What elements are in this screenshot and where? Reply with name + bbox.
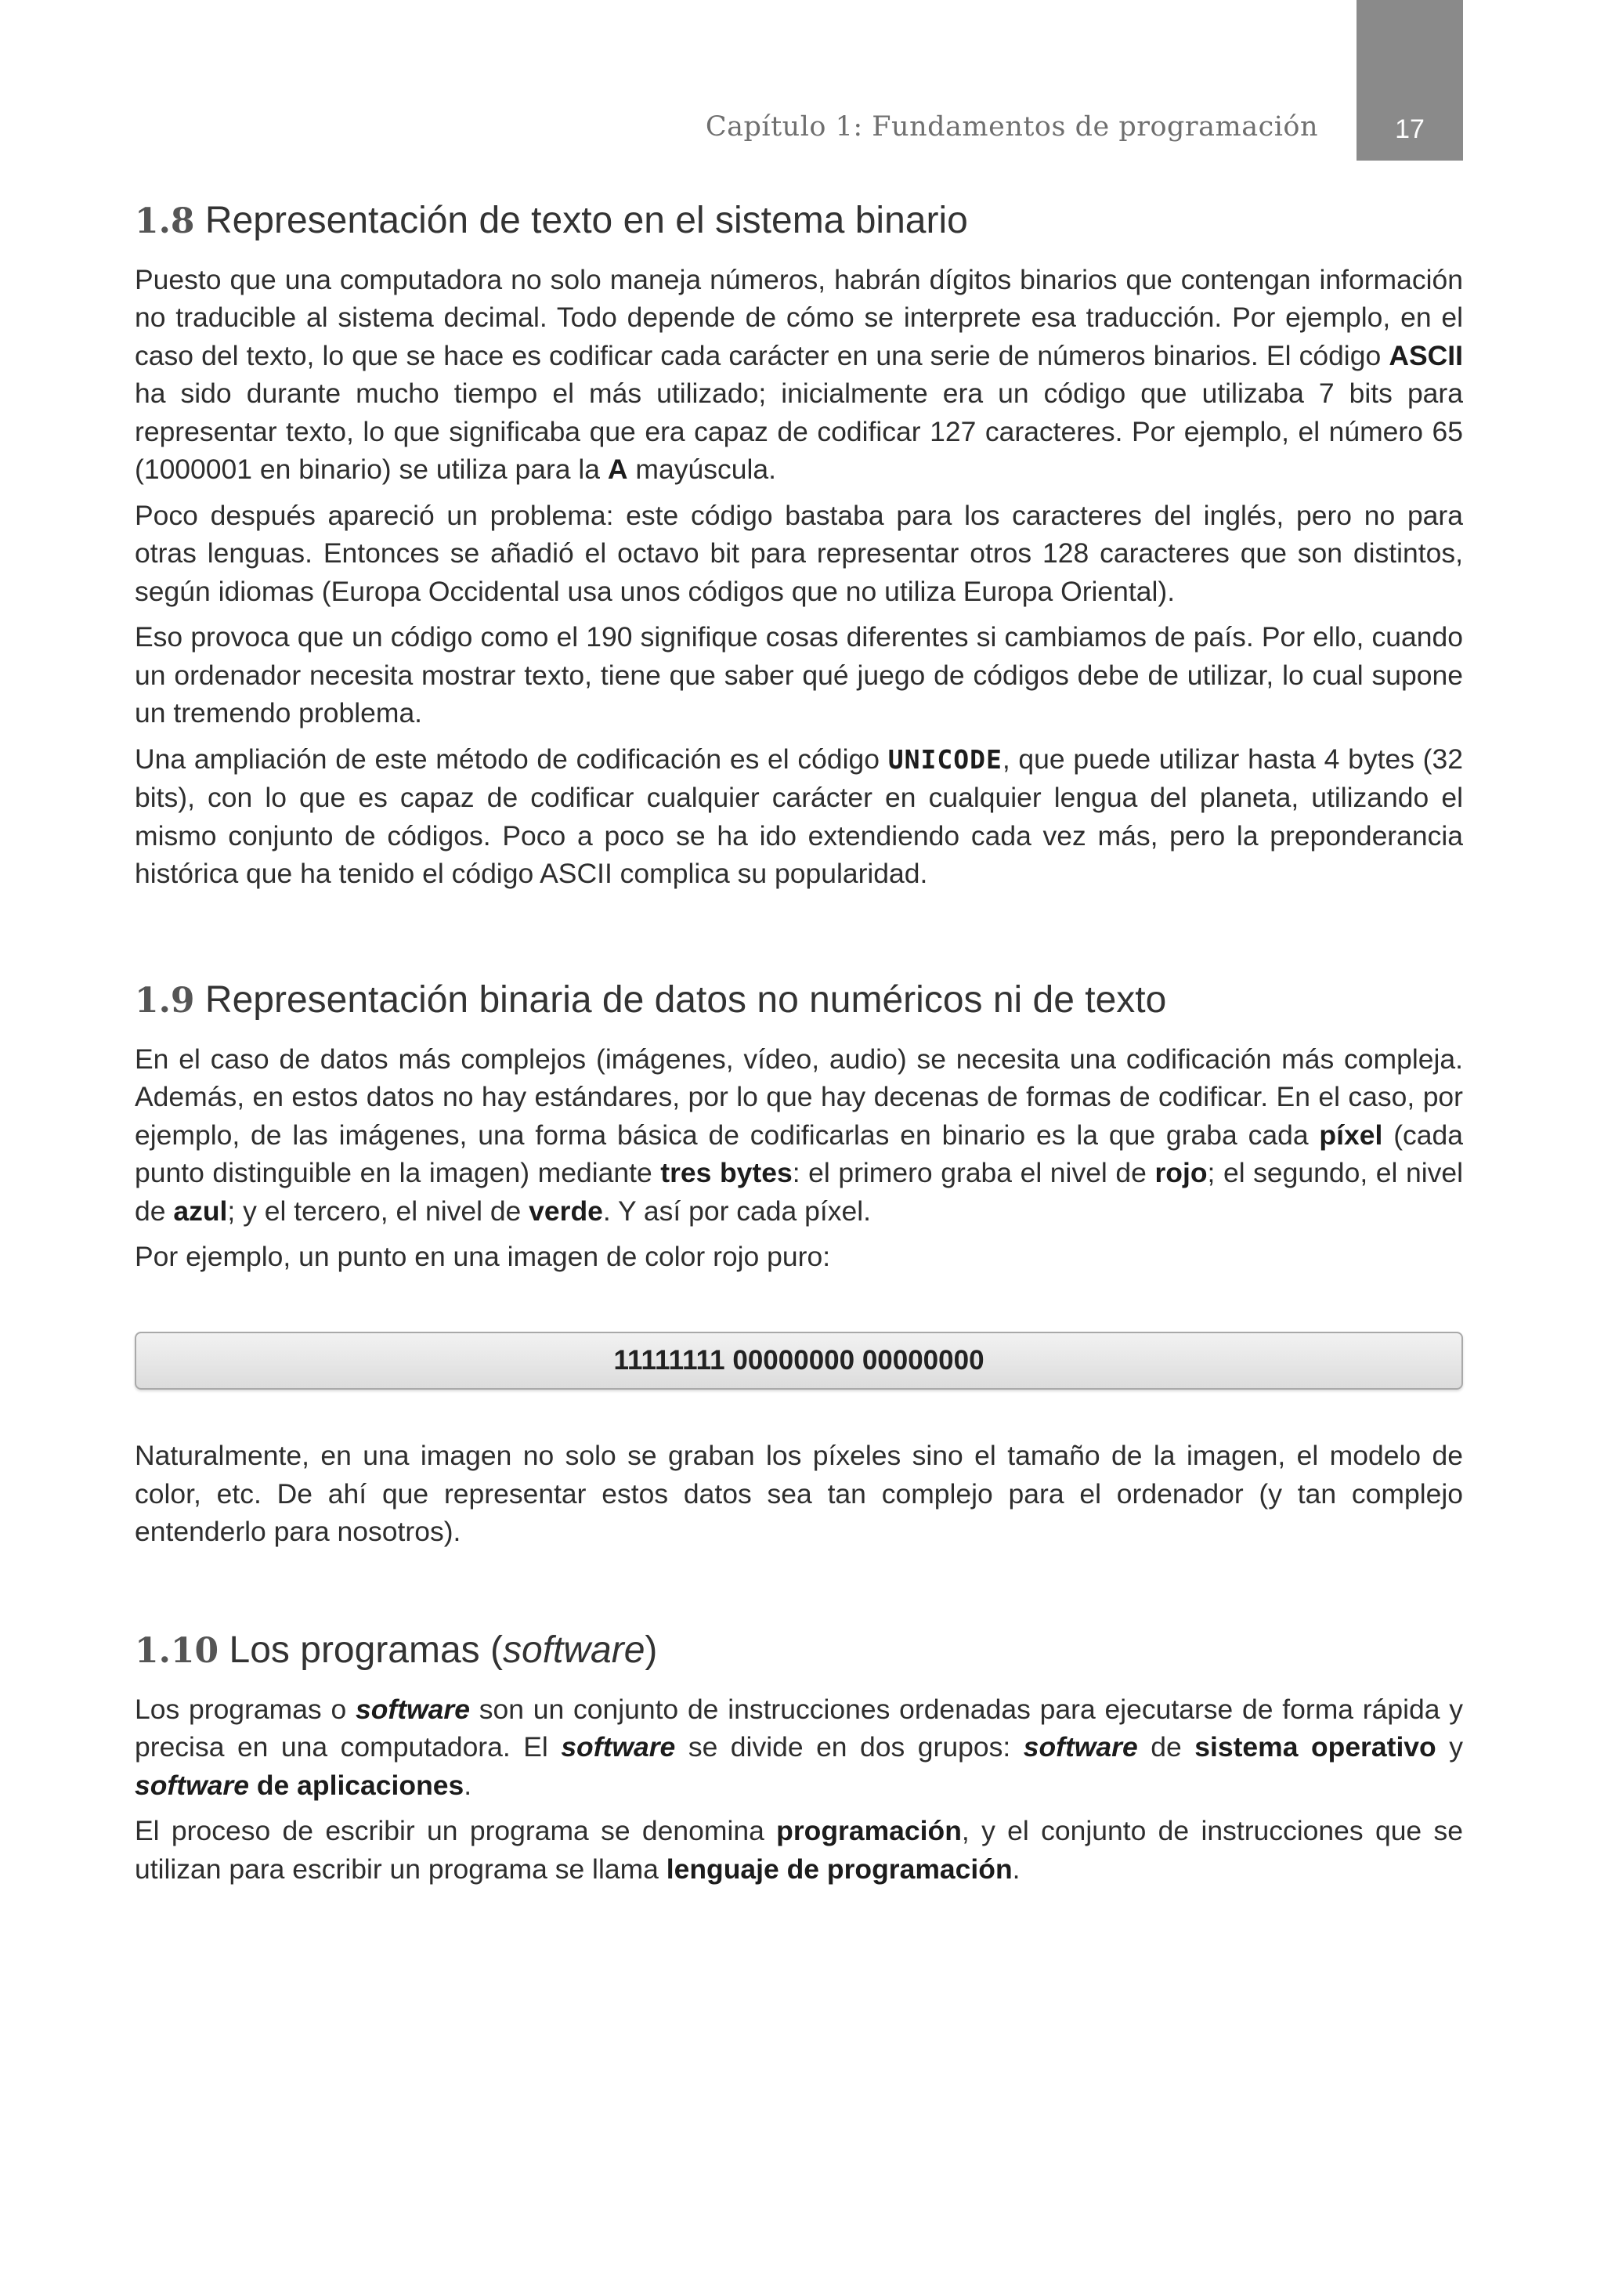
section-1-8	[135, 198, 1463, 901]
section-title-italic: software	[503, 1629, 645, 1671]
page-number: 17	[1395, 114, 1425, 144]
bold-term: software	[355, 1693, 470, 1725]
text-run: (cada punto distinguible en la imagen) mediante	[135, 1119, 1463, 1189]
text-run: El proceso de escribir un programa se denomina	[135, 1815, 777, 1847]
text-run: .	[464, 1769, 472, 1801]
text-run: : el primero graba el nivel de	[792, 1157, 1155, 1189]
section-1-9	[135, 978, 1463, 1284]
bold-term: sistema operativo	[1194, 1731, 1436, 1763]
text-run: Por ejemplo, un punto en una imagen de color rojo puro:	[135, 1241, 831, 1273]
bold-term: programación	[776, 1815, 962, 1847]
text-run: Una ampliación de este método de codificación es el código	[135, 743, 888, 775]
bold-term: de aplicaciones	[249, 1769, 464, 1801]
section-number: 1.10	[135, 1631, 219, 1671]
section-title: Representación binaria de datos no numéricos ni de texto	[204, 979, 1167, 1021]
text-run: Naturalmente, en una imagen no solo se graban los píxeles sino el tamaño de la imagen, el modelo de color, etc. De ahí que representar estos datos sea tan complejo para el ordenador (y tan complejo entenderlo para nosotros).	[135, 1440, 1463, 1547]
paragraph	[135, 740, 1463, 893]
section-number: 1.9	[135, 981, 195, 1021]
text-run: se divide en dos grupos:	[675, 1731, 1024, 1763]
section-heading	[135, 978, 1463, 1023]
text-run: Puesto que una computadora no solo maneja números, habrán dígitos binarios que contengan información no traducible al sistema decimal. Todo depende de cómo se interprete esa traducción. Por ejemplo, en el caso del texto, lo que se hace es codificar cada carácter en una serie de números binarios. El código	[135, 263, 1463, 371]
text-run: mayúscula.	[627, 454, 776, 486]
text-run: ; el segundo, el nivel de	[135, 1157, 1463, 1227]
text-run: ; y el tercero, el nivel de	[227, 1195, 529, 1227]
text-run: de	[1137, 1731, 1195, 1763]
section-title-suffix: )	[645, 1629, 658, 1671]
bold-term: lenguaje de programación	[666, 1853, 1013, 1885]
section-heading	[135, 198, 1463, 244]
text-run: En el caso de datos más complejos (imágenes, vídeo, audio) se necesita una codificación más compleja. Además, en estos datos no hay estándares, por lo que hay decenas de formas de codificar. En el caso, por ejemplo, de las imágenes, una forma básica de codificarlas en binario es la que graba cada	[135, 1043, 1463, 1151]
paragraph	[135, 618, 1463, 732]
paragraph	[135, 1040, 1463, 1231]
section-title-prefix: Los programas (	[229, 1629, 503, 1671]
bold-term: tres bytes	[660, 1157, 793, 1189]
paragraph	[135, 261, 1463, 489]
section-1-10	[135, 1628, 1463, 1896]
text-run: , y el conjunto de instrucciones que se utilizan para escribir un programa se llama	[135, 1815, 1463, 1885]
paragraph	[135, 1812, 1463, 1888]
text-run: son un conjunto de instrucciones ordenadas para ejecutarse de forma rápida y precisa en una computadora. El	[135, 1693, 1463, 1763]
bold-term: verde	[529, 1195, 603, 1227]
text-run: ha sido durante mucho tiempo el más utilizado; inicialmente era un código que utilizaba 7 bits para representar texto, lo que significaba que era capaz de codificar 127 caracteres. Por ejemplo, el número 65 (1000001 en binario) se utiliza para la	[135, 378, 1463, 486]
bold-term: A	[607, 454, 628, 486]
bold-term: ASCII	[1389, 339, 1463, 371]
running-header: Capítulo 1: Fundamentos de programación	[705, 111, 1318, 143]
text-run: .	[1012, 1853, 1021, 1885]
text-run: Eso provoca que un código como el 190 signifique cosas diferentes si cambiamos de país. Por ello, cuando un ordenador necesita mostrar texto, tiene que saber qué juego de códigos debe de utilizar, lo cual supone un tremendo problema.	[135, 621, 1463, 729]
section-title: Representación de texto en el sistema binario	[204, 200, 968, 241]
section-1-9-continued	[135, 1437, 1463, 1559]
bold-term: software	[1023, 1731, 1138, 1763]
bold-term: píxel	[1319, 1119, 1383, 1151]
bold-term: azul	[173, 1195, 228, 1227]
paragraph	[135, 1690, 1463, 1805]
text-run: y	[1436, 1731, 1463, 1763]
binary-code-example: 11111111 00000000 00000000	[135, 1332, 1463, 1390]
paragraph	[135, 497, 1463, 611]
text-run: , que puede utilizar hasta 4 bytes (32 bits), con lo que es capaz de codificar cualquier carácter en cualquier lengua del planeta, utilizando el mismo conjunto de códigos. Poco a poco se ha ido extendiendo cada vez más, pero la preponderancia histórica que ha tenido el código ASCII complica su popularidad.	[135, 743, 1463, 890]
bold-term: UNICODE	[887, 743, 1002, 775]
text-run: Los programas o	[135, 1693, 356, 1725]
bold-term: software	[561, 1731, 676, 1763]
section-heading	[135, 1628, 1463, 1673]
bold-term: software	[135, 1769, 249, 1801]
paragraph	[135, 1238, 1463, 1276]
text-run: Poco después apareció un problema: este código bastaba para los caracteres del inglés, pero no para otras lenguas. Entonces se añadió el octavo bit para representar otros 128 caracteres que son distintos, según idiomas (Europa Occidental usa unos códigos que no utiliza Europa Oriental).	[135, 499, 1463, 607]
section-number: 1.8	[135, 201, 195, 241]
page-number-tab	[1357, 0, 1463, 161]
text-run: . Y así por cada píxel.	[602, 1195, 871, 1227]
bold-term: rojo	[1154, 1157, 1208, 1189]
paragraph	[135, 1437, 1463, 1551]
